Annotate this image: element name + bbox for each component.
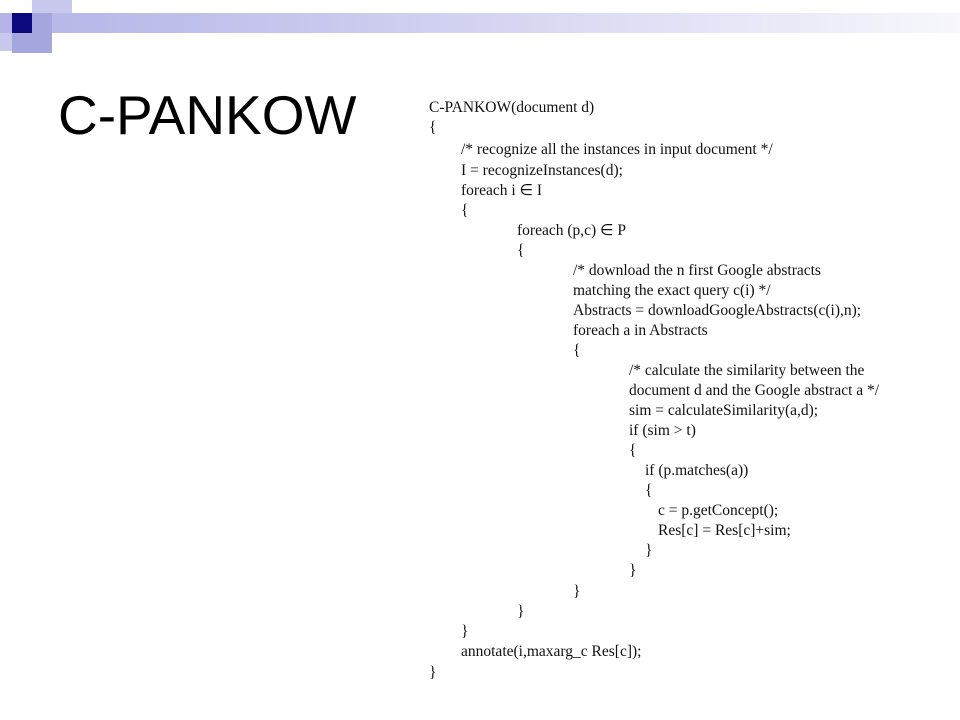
code-line: /* calculate the similarity between the [629, 362, 865, 379]
decor-square [32, 0, 52, 13]
decor-square [12, 33, 32, 53]
code-line: { [517, 242, 525, 259]
code-line: { [461, 202, 469, 219]
code-line: Abstracts = downloadGoogleAbstracts(c(i),n); [573, 302, 862, 319]
code-line: if (p.matches(a)) [645, 462, 749, 479]
code-line: sim = calculateSimilarity(a,d); [629, 402, 819, 419]
code-line: /* download the n first Google abstracts [573, 262, 821, 279]
code-line: Res[c] = Res[c]+sim; [658, 522, 791, 539]
decor-square [0, 33, 12, 51]
code-line: { [573, 342, 581, 359]
decor-square [12, 13, 32, 33]
code-line: if (sim > t) [629, 422, 696, 439]
code-line: } [629, 562, 637, 579]
code-line: /* recognize all the instances in input document */ [461, 141, 773, 158]
code-line: annotate(i,maxarg_c Res[c]); [461, 643, 642, 660]
code-line: matching the exact query c(i) */ [573, 282, 771, 299]
code-line: } [517, 603, 525, 620]
code-line: foreach (p,c) ∈ P [517, 222, 627, 239]
header-gradient-bar [0, 13, 960, 33]
code-line: { [645, 482, 653, 499]
code-line: C-PANKOW(document d) [429, 99, 595, 116]
decor-square [52, 0, 72, 13]
decor-square [32, 33, 52, 53]
code-line: foreach i ∈ I [461, 182, 543, 199]
code-line: I = recognizeInstances(d); [461, 162, 623, 179]
decor-square [32, 13, 52, 33]
code-line: document d and the Google abstract a */ [629, 382, 880, 399]
code-line: } [645, 542, 653, 559]
code-line: { [429, 119, 437, 136]
pseudocode-block [413, 95, 933, 690]
code-line: foreach a in Abstracts [573, 322, 708, 339]
code-line: } [461, 623, 469, 640]
slide-title: C-PANKOW [58, 84, 357, 146]
code-line: } [429, 664, 437, 681]
code-line: } [573, 583, 581, 600]
code-line: { [629, 442, 637, 459]
code-line: c = p.getConcept(); [658, 502, 779, 519]
